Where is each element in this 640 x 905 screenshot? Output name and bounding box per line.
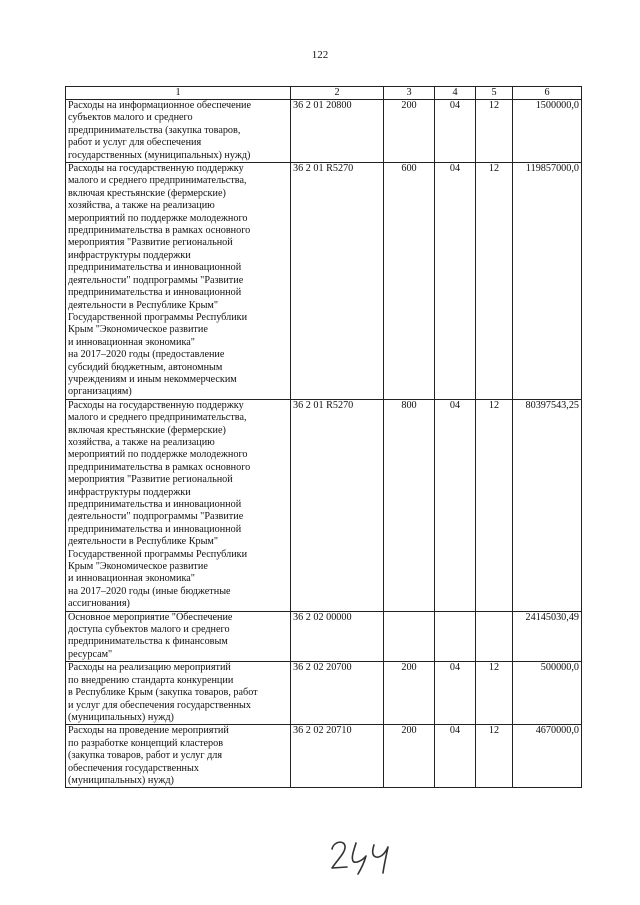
section-code: 04	[435, 662, 476, 725]
subsection-code: 12	[476, 399, 513, 611]
amount: 1500000,0	[513, 100, 582, 163]
expense-name: Расходы на реализацию мероприятий по внедрению стандарта конкуренции в Республике Крым (закупка товаров, работ и услуг для обеспечения государственных (муниципальных) нужд)	[66, 662, 291, 725]
section-code: 04	[435, 399, 476, 611]
section-code: 04	[435, 163, 476, 400]
amount: 24145030,49	[513, 611, 582, 662]
column-header-6: 6	[513, 87, 582, 100]
target-article-code: 36 2 01 20800	[291, 100, 384, 163]
expense-name: Основное мероприятие "Обеспечение доступа субъектов малого и среднего предпринимательства к финансовым ресурсам"	[66, 611, 291, 662]
column-header-5: 5	[476, 87, 513, 100]
page-number: 122	[311, 49, 329, 61]
expense-type-code: 200	[384, 725, 435, 788]
budget-table	[65, 86, 582, 788]
table-row	[66, 100, 582, 163]
expense-name: Расходы на проведение мероприятий по разработке концепций кластеров (закупка товаров, работ и услуг для обеспечения государственных (муниципальных) нужд)	[66, 725, 291, 788]
target-article-code: 36 2 02 20700	[291, 662, 384, 725]
handwritten-page-number	[328, 835, 398, 875]
subsection-code: 12	[476, 725, 513, 788]
column-header-3: 3	[384, 87, 435, 100]
expense-type-code	[384, 611, 435, 662]
expense-type-code: 200	[384, 662, 435, 725]
target-article-code: 36 2 01 R5270	[291, 163, 384, 400]
expense-name: Расходы на государственную поддержку малого и среднего предпринимательства, включая крестьянские (фермерские) хозяйства, а также на реализацию мероприятий по поддержке молодежного предпринимательства в рамках основного мероприятия "Развитие региональной инфраструктуры поддержки предпринимательства и инновационной деятельности" подпрограммы "Развитие предпринимательства и инновационной деятельности в Республике Крым" Государственной программы Республики Крым "Экономическое развитие и инновационная экономика" на 2017–2020 годы (предоставление субсидий бюджетным, автономным учреждениям и иным некоммерческим организациям)	[66, 163, 291, 400]
table-row	[66, 662, 582, 725]
section-code: 04	[435, 725, 476, 788]
expense-type-code: 600	[384, 163, 435, 400]
target-article-code: 36 2 02 20710	[291, 725, 384, 788]
table-row	[66, 399, 582, 611]
table-row	[66, 725, 582, 788]
subsection-code: 12	[476, 100, 513, 163]
section-code	[435, 611, 476, 662]
subsection-code: 12	[476, 662, 513, 725]
target-article-code: 36 2 02 00000	[291, 611, 384, 662]
expense-name: Расходы на государственную поддержку малого и среднего предпринимательства, включая крестьянские (фермерские) хозяйства, а также на реализацию мероприятий по поддержке молодежного предпринимательства в рамках основного мероприятия "Развитие региональной инфраструктуры поддержки предпринимательства и инновационной деятельности" подпрограммы "Развитие предпринимательства и инновационной деятельности в Республике Крым" Государственной программы Республики Крым "Экономическое развитие и инновационная экономика" на 2017–2020 годы (иные бюджетные ассигнования)	[66, 399, 291, 611]
table-header-row	[66, 87, 582, 100]
amount: 119857000,0	[513, 163, 582, 400]
table-row	[66, 163, 582, 400]
amount: 500000,0	[513, 662, 582, 725]
column-header-2: 2	[291, 87, 384, 100]
table-row	[66, 611, 582, 662]
target-article-code: 36 2 01 R5270	[291, 399, 384, 611]
section-code: 04	[435, 100, 476, 163]
amount: 4670000,0	[513, 725, 582, 788]
column-header-4: 4	[435, 87, 476, 100]
expense-name: Расходы на информационное обеспечение субъектов малого и среднего предпринимательства (закупка товаров, работ и услуг для обеспечения государственных (муниципальных) нужд)	[66, 100, 291, 163]
expense-type-code: 200	[384, 100, 435, 163]
subsection-code	[476, 611, 513, 662]
subsection-code: 12	[476, 163, 513, 400]
expense-type-code: 800	[384, 399, 435, 611]
column-header-1: 1	[66, 87, 291, 100]
amount: 80397543,25	[513, 399, 582, 611]
